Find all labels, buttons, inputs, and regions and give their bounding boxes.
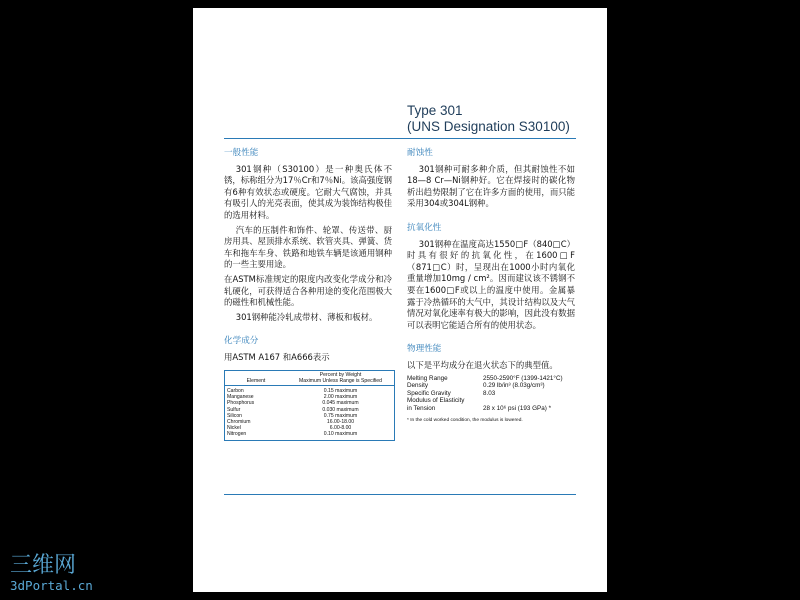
table-row: Phosphorus 0.045 maximum: [227, 400, 359, 407]
right-column: [407, 148, 575, 425]
physical-properties: [407, 375, 575, 426]
oxidation-paragraph: 301钢种在温度高达1550□F（840□C）时具有很好的抗氧化性，在1600□F（871□C）时，呈现出在1000小时内氧化重量增加10mg / cm²。因而建议该不锈钢不要在1600□F或以上的温度中使用。金属暴露于冷热循环的大气中，其设计结构以及大气情况对氧化速率有极大的影响，因此没有数据可以表明它能适合所有的使用状态。: [407, 238, 575, 330]
top-divider: [224, 138, 576, 139]
property-row: Melting Range 2550-2590°F (1399-1421°C): [407, 374, 563, 382]
column-header-element: Element: [225, 370, 288, 385]
property-row: Density 0.29 lb/in³ (8.03g/cm³): [407, 382, 545, 390]
left-column: [224, 148, 392, 441]
title-line-1: Type 301: [407, 103, 463, 118]
document-title: [407, 103, 597, 135]
property-row: Specific Gravity 8.03: [407, 389, 496, 397]
column-header-percent: Percent by Weight Maximum Unless Range is Specified: [287, 370, 395, 385]
physical-intro: 以下是平均成分在退火状态下的典型值。: [407, 359, 558, 370]
title-line-2: (UNS Designation S30100): [407, 119, 570, 134]
general-paragraph-3: 在ASTM标准规定的限度内改变化学成分和冷轧硬化，可获得适合各种用途的变化范围极大的磁性和机械性能。: [224, 273, 392, 308]
general-heading: 一般性能: [224, 148, 259, 158]
property-row: Modulus of Elasticity: [407, 397, 465, 405]
watermark-logo: [8, 548, 108, 596]
corrosion-heading: 耐蚀性: [407, 148, 433, 158]
general-paragraph-2: 汽车的压制件和饰件、轮罩、传送带、厨房用具、屋顶排水系统、软管夹具、弹簧、货车和拖车车身、铁路和地铁车辆是该通用钢种的一些主要用途。: [224, 224, 392, 270]
table-row: Nickel 6.00-8.00: [227, 425, 352, 432]
table-row: Carbon 0.15 maximum: [227, 387, 358, 394]
watermark-site: 3dPortal.cn: [10, 578, 93, 593]
physical-heading: 物理性能: [407, 344, 442, 355]
physical-footnote: * In the cold worked condition, the modulus is lowered.: [407, 418, 523, 424]
table-row: Sulfur 0.030 maximum: [227, 406, 359, 413]
general-paragraph-4: 301钢种能冷轧成带材、薄板和板材。: [235, 311, 378, 322]
table-row: Nitrogen 0.10 maximum: [227, 431, 358, 438]
property-row: in Tension 28 x 10⁶ psi (193 GPa) *: [407, 404, 552, 412]
chemistry-intro: 用ASTM A167 和A666表示: [224, 351, 330, 362]
chemistry-table: [224, 370, 395, 441]
oxidation-heading: 抗氧化性: [407, 222, 442, 233]
table-row: Manganese 2.00 maximum: [227, 394, 358, 401]
document-page: [193, 8, 607, 592]
watermark-brand: 三维网: [10, 553, 77, 578]
table-row: Silicon 0.75 maximum: [227, 412, 358, 419]
bottom-divider: [224, 494, 576, 495]
chemistry-heading: 化学成分: [224, 336, 259, 347]
general-paragraph-1: 301钢种（S30100）是一种奥氏体不锈，标称组分为17％Cr和7％Ni。该高强度钢有6种有效状态或硬度。它耐大气腐蚀，并具有吸引人的光亮表面，使其成为装饰结构极佳的选用材料。: [224, 163, 392, 220]
table-row: Chromium 16.00-18.00: [227, 418, 355, 425]
corrosion-paragraph: 301钢种可耐多种介质，但其耐蚀性不如18—8 Cr—Ni钢种好。它在焊接时的碳化物析出趋势限制了它在许多方面的使用，而只能采用304或304L钢种。: [407, 163, 575, 209]
